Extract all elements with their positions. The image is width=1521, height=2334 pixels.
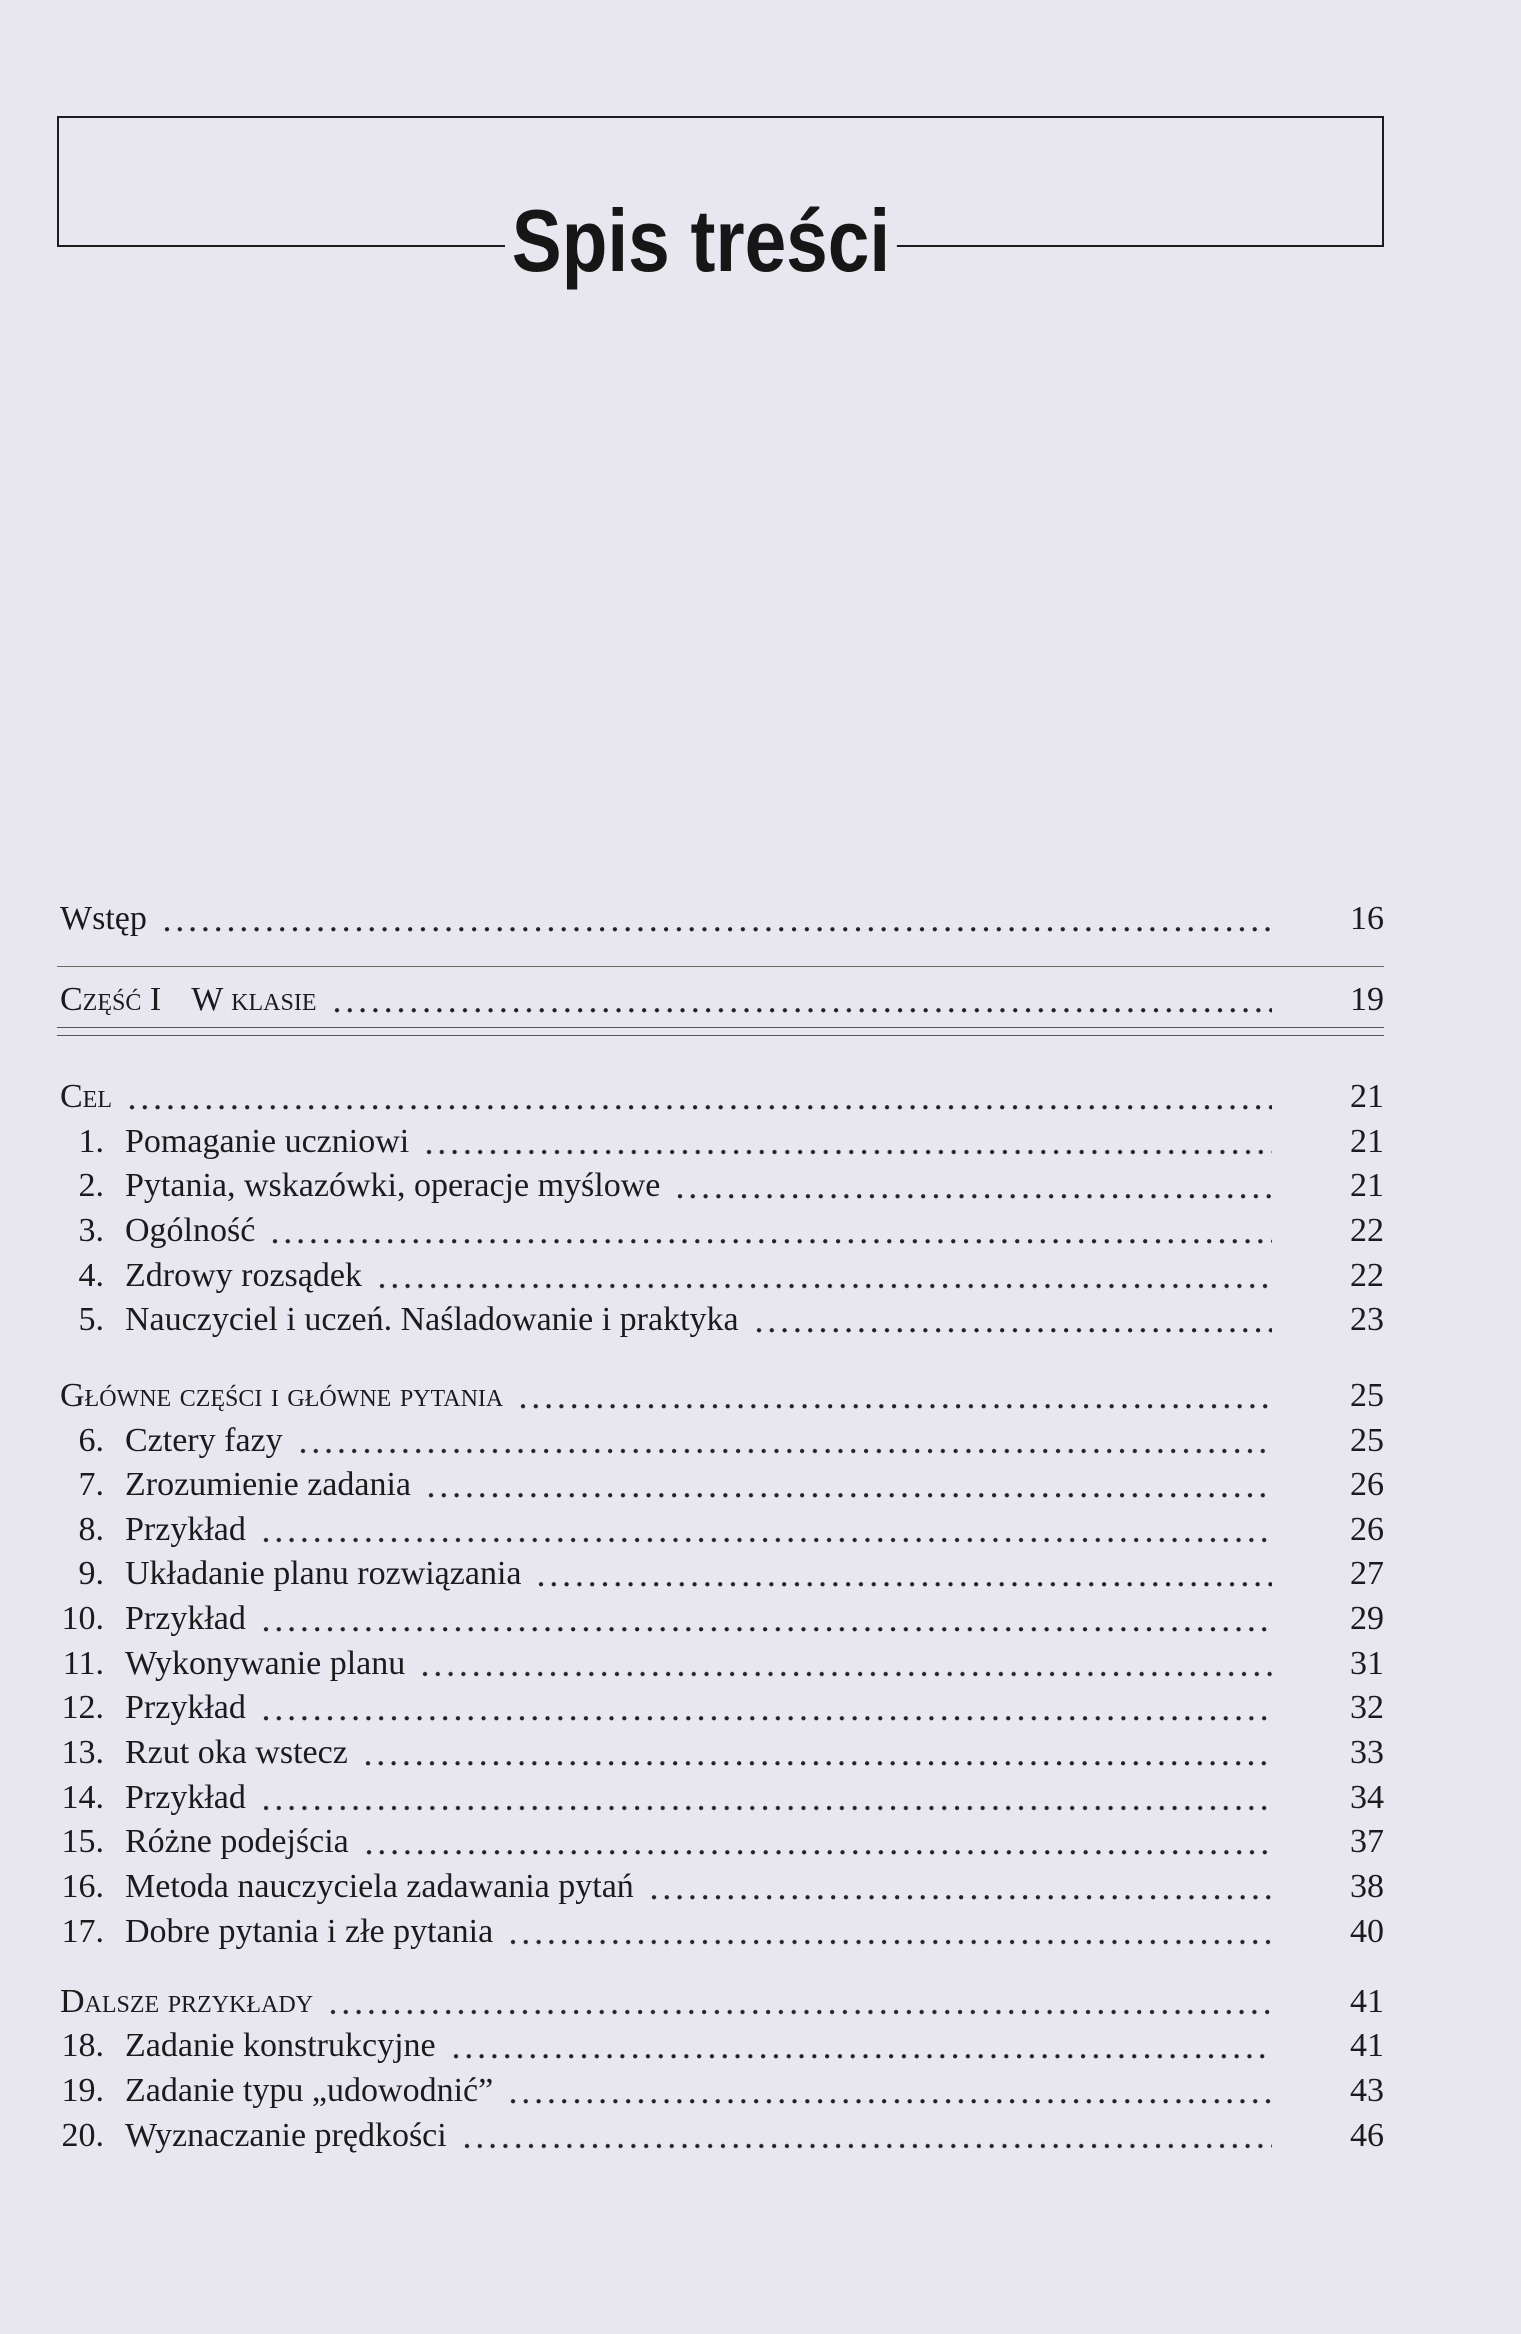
toc-item <box>60 1552 1384 1597</box>
page-title: Spis treści <box>505 197 897 285</box>
page-number: 37 <box>1350 1823 1384 1861</box>
page-number: 40 <box>1350 1912 1384 1950</box>
item-number: 8. <box>78 1510 104 1548</box>
page-number: 22 <box>1350 1211 1384 1249</box>
dot-leader <box>331 978 1273 1023</box>
item-label: Różne podejścia <box>125 1823 349 1861</box>
toc-entry-intro <box>60 897 1384 942</box>
page-number: 33 <box>1350 1734 1384 1772</box>
page-number: 21 <box>1350 1122 1384 1160</box>
item-number: 11. <box>62 1644 104 1682</box>
page-number: 21 <box>1350 1167 1384 1205</box>
dot-leader <box>507 1910 1272 1955</box>
toc-section-heading <box>60 1980 1384 2025</box>
item-label: Zadanie typu „udowodnić” <box>125 2072 494 2110</box>
item-label: Przykład <box>125 1689 246 1727</box>
section-title: Główne części i główne pytania <box>60 1376 504 1414</box>
toc-section-heading <box>60 1075 1384 1120</box>
item-label: Przykład <box>125 1600 246 1638</box>
item-number: 4. <box>78 1256 104 1294</box>
dot-leader <box>327 1980 1272 2025</box>
item-number: 2. <box>78 1167 104 1205</box>
toc-part-heading <box>60 978 1384 1023</box>
item-label: Układanie planu rozwiązania <box>125 1555 522 1593</box>
entry-label: Wstęp <box>60 900 147 937</box>
item-number: 16. <box>61 1867 104 1905</box>
item-number: 17. <box>61 1912 104 1950</box>
dot-leader <box>297 1419 1272 1464</box>
item-label: Przykład <box>125 1778 246 1816</box>
item-number: 20. <box>61 2116 104 2154</box>
dot-leader <box>161 897 1272 942</box>
item-number: 18. <box>61 2027 104 2065</box>
dot-leader <box>363 1820 1272 1865</box>
page-number: 41 <box>1350 2027 1384 2065</box>
item-number: 14. <box>61 1778 104 1816</box>
item-number: 7. <box>78 1466 104 1504</box>
item-number: 1. <box>78 1122 104 1160</box>
section-title: Dalsze przykłady <box>60 1982 314 2020</box>
item-label: Pomaganie uczniowi <box>125 1122 410 1160</box>
dot-leader <box>126 1075 1272 1120</box>
toc-item <box>60 1463 1384 1508</box>
item-label: Zadanie konstrukcyjne <box>125 2027 436 2065</box>
dot-leader <box>260 1597 1272 1642</box>
page-number: 43 <box>1350 2072 1384 2110</box>
item-label: Rzut oka wstecz <box>125 1734 348 1772</box>
toc-item <box>60 1865 1384 1910</box>
page-number: 29 <box>1350 1600 1384 1638</box>
toc-item <box>60 2069 1384 2114</box>
dot-leader <box>450 2024 1272 2069</box>
toc-item <box>60 1776 1384 1821</box>
page-number: 31 <box>1350 1644 1384 1682</box>
item-number: 3. <box>78 1211 104 1249</box>
item-number: 6. <box>78 1421 104 1459</box>
toc-item <box>60 1164 1384 1209</box>
table-of-contents <box>60 897 1384 2158</box>
toc-item <box>60 1298 1384 1343</box>
page-number: 34 <box>1350 1778 1384 1816</box>
dot-leader <box>376 1254 1272 1299</box>
page-number: 46 <box>1350 2116 1384 2154</box>
toc-section <box>60 1980 1384 2159</box>
toc-section <box>60 1374 1384 1954</box>
page-number: 22 <box>1350 1256 1384 1294</box>
item-label: Wykonywanie planu <box>125 1644 406 1682</box>
item-number: 13. <box>61 1734 104 1772</box>
toc-item <box>60 1254 1384 1299</box>
item-label: Wyznaczanie prędkości <box>125 2116 447 2154</box>
toc-item <box>60 1120 1384 1165</box>
toc-section <box>60 1075 1384 1343</box>
dot-leader <box>517 1374 1272 1419</box>
item-label: Nauczyciel i uczeń. Naśladowanie i praktyka <box>125 1301 739 1339</box>
dot-leader <box>260 1686 1272 1731</box>
page-number: 25 <box>1350 1376 1384 1414</box>
dot-leader <box>419 1642 1272 1687</box>
item-number: 15. <box>61 1823 104 1861</box>
item-label: Przykład <box>125 1510 246 1548</box>
page-number: 38 <box>1350 1867 1384 1905</box>
item-label: Zrozumienie zadania <box>125 1466 412 1504</box>
dot-leader <box>362 1731 1272 1776</box>
toc-item <box>60 1686 1384 1731</box>
dot-leader <box>425 1463 1272 1508</box>
dot-leader <box>423 1120 1272 1165</box>
item-label: Ogólność <box>125 1211 256 1249</box>
item-number: 12. <box>61 1689 104 1727</box>
page-number: 16 <box>1350 900 1384 937</box>
item-number: 9. <box>78 1555 104 1593</box>
dot-leader <box>753 1298 1272 1343</box>
part-title: W klasie <box>191 980 317 1018</box>
page-number: 26 <box>1350 1466 1384 1504</box>
item-number: 10. <box>61 1600 104 1638</box>
dot-leader <box>461 2114 1272 2159</box>
item-number: 5. <box>78 1301 104 1339</box>
item-label: Dobre pytania i złe pytania <box>125 1912 494 1950</box>
page-number: 25 <box>1350 1421 1384 1459</box>
item-label: Zdrowy rozsądek <box>125 1256 362 1294</box>
part-label: Część I <box>60 980 162 1018</box>
dot-leader <box>535 1552 1272 1597</box>
page-number: 26 <box>1350 1510 1384 1548</box>
toc-section-heading <box>60 1374 1384 1419</box>
toc-item <box>60 1209 1384 1254</box>
toc-item <box>60 2024 1384 2069</box>
page-number: 27 <box>1350 1555 1384 1593</box>
toc-item <box>60 1597 1384 1642</box>
item-label: Cztery fazy <box>125 1421 283 1459</box>
page-number: 23 <box>1350 1301 1384 1339</box>
toc-item <box>60 2114 1384 2159</box>
dot-leader <box>269 1209 1272 1254</box>
toc-item <box>60 1910 1384 1955</box>
dot-leader <box>648 1865 1272 1910</box>
toc-item <box>60 1642 1384 1687</box>
dot-leader <box>674 1164 1272 1209</box>
toc-item <box>60 1419 1384 1464</box>
page-number: 21 <box>1350 1077 1384 1115</box>
toc-item <box>60 1731 1384 1776</box>
section-title: Cel <box>60 1077 112 1115</box>
dot-leader <box>260 1776 1272 1821</box>
page-number: 41 <box>1350 1982 1384 2020</box>
toc-item <box>60 1508 1384 1553</box>
item-label: Metoda nauczyciela zadawania pytań <box>125 1867 634 1905</box>
page-number: 32 <box>1350 1689 1384 1727</box>
dot-leader <box>260 1508 1272 1553</box>
item-number: 19. <box>61 2072 104 2110</box>
toc-item <box>60 1820 1384 1865</box>
dot-leader <box>507 2069 1272 2114</box>
item-label: Pytania, wskazówki, operacje myślowe <box>125 1167 661 1205</box>
page-number: 19 <box>1350 980 1384 1018</box>
